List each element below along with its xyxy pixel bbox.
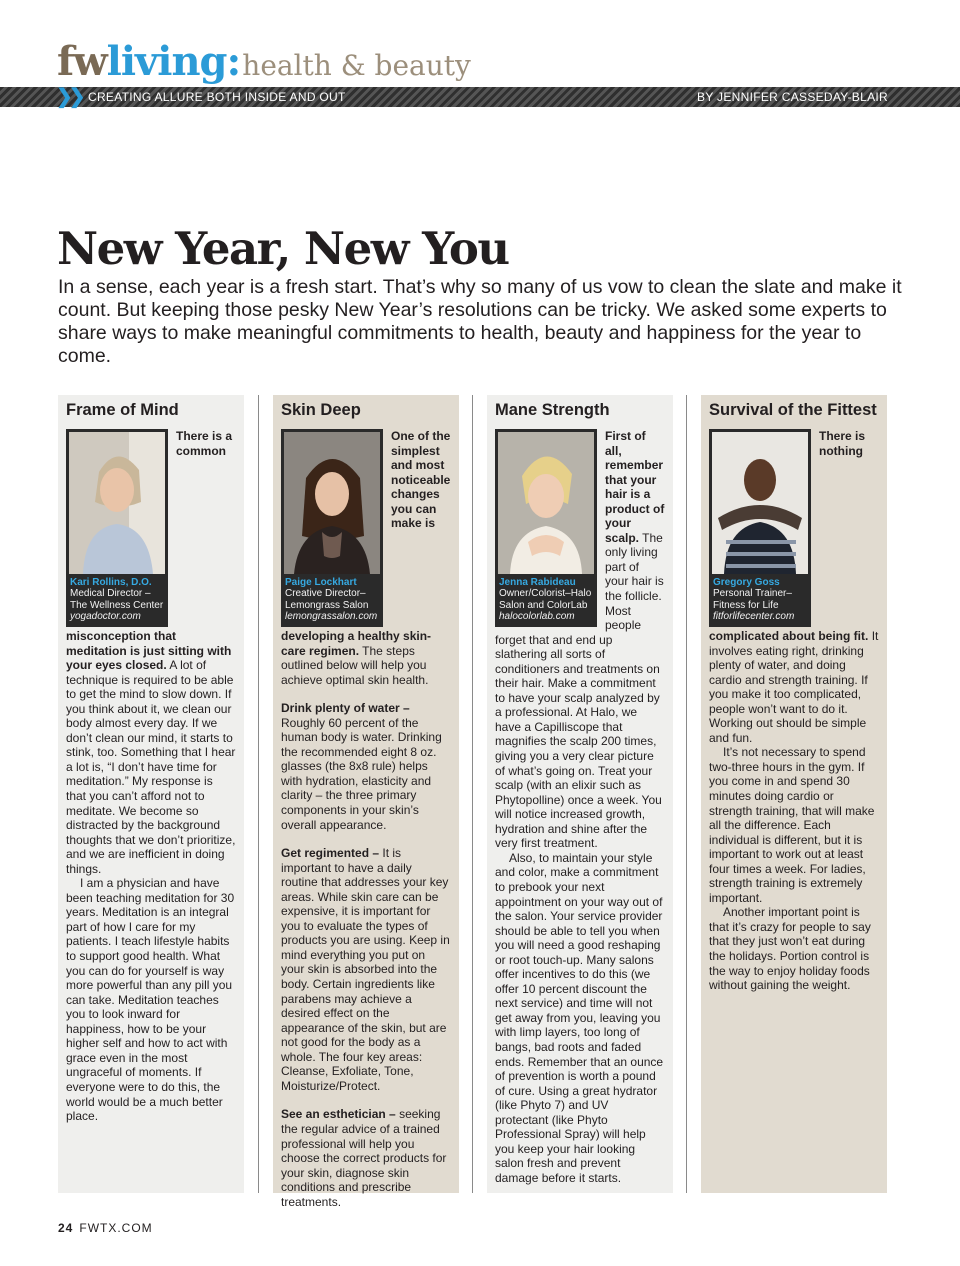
- masthead-fw: fw: [57, 38, 107, 85]
- expert-name: Paige Lockhart: [285, 577, 357, 588]
- expert-photo: [284, 432, 380, 574]
- expert-org: Fitness for Life: [713, 599, 779, 611]
- intro: In a sense, each year is a fresh start. That’s why so many of us vow to clean the slate and make it count. But keeping those pesky New Year’s resolutions can be tricky. We asked some experts to share ways to make meaningful commitments to health, beauty and happiness for the year to come.: [58, 276, 902, 367]
- column-mane-strength: [487, 395, 673, 1193]
- tip-text: It is important to have a daily routine that addresses your key areas. While skin care can be expensive, it is important for you to evaluate the types of products you are using. Keep in mind everything you put on your skin is absorbed into the body. Certain ingredients like parabens may achieve a desired effect on the appearance of the skin, but are not good for the body as a whole. The four key areas: Cleanse, Exfoliate, Tone, Moisturize/Protect.: [281, 846, 450, 1093]
- tip-paragraph: [281, 1107, 451, 1209]
- masthead-section: health & beauty: [242, 49, 471, 82]
- tip-text: Roughly 60 percent of the human body is water. Drinking the recommended eight 8 oz. glasses (the 8x8 rule) helps with hydration, elasticity and clarity – the three primary components in your skin’s overall appearance.: [281, 715, 442, 832]
- expert-website: halocolorlab.com: [499, 611, 575, 623]
- expert-photo: [69, 432, 165, 574]
- tip-paragraph: [281, 846, 451, 1093]
- expert-org: Salon and ColorLab: [499, 599, 588, 611]
- column-skin-deep: [273, 395, 459, 1209]
- expert-photo-card: [709, 429, 811, 627]
- expert-website: yogadoctor.com: [70, 611, 141, 623]
- page-number: 24: [58, 1221, 74, 1235]
- footer-site: FWTX.COM: [79, 1221, 153, 1235]
- tip-label: Get regimented –: [281, 846, 380, 861]
- tip-text: seeking the regular advice of a trained professional will help you choose the correct products for your skin, diagnose skin conditions and prescribe treatments.: [281, 1107, 447, 1209]
- column-survival-of-the-fittest: [701, 395, 887, 1193]
- expert-role: Creative Director–: [285, 588, 366, 600]
- expert-photo: [712, 432, 808, 574]
- column-divider: [686, 395, 687, 1193]
- lead-sentence: There is nothing complicated about being fit.: [709, 429, 869, 643]
- expert-website: lemongrassalon.com: [285, 611, 378, 623]
- column-frame-of-mind: [58, 395, 244, 1193]
- headline: New Year, New You: [57, 222, 509, 275]
- body-paragraph: Another important point is that it’s crazy for people to say that they just won’t eat during the holidays. Portion control is the way to enjoy holiday foods without gaining the weight.: [709, 905, 871, 993]
- column-title: Frame of Mind: [66, 401, 179, 419]
- expert-caption: [70, 577, 166, 623]
- lead-sentence: One of the simplest and most noticeable changes you can make is developing a healthy skin-care regimen.: [281, 429, 451, 658]
- expert-org: The Wellness Center: [70, 599, 164, 611]
- expert-role: Owner/Colorist–Halo: [499, 588, 592, 600]
- expert-name: Jenna Rabideau: [499, 577, 576, 588]
- masthead-living: living:: [106, 38, 241, 85]
- expert-photo-card: [495, 429, 597, 627]
- strip-byline: BY JENNIFER CASSEDAY-BLAIR: [697, 90, 888, 104]
- body-text: The only living part of your hair is the follicle. Most people forget that and end up slathering all sorts of conditioners and treatments on their hair. Make a commitment to have your scalp analyzed by a professional. At Halo, we have a Capilliscope that magnifies the scalp 200 times, giving you a very clear picture of what’s going on. Treat your scalp (with an elixir such as Phytopolline) once a week. You will notice increased growth, hydration and shine after the very first treatment.: [495, 530, 664, 851]
- expert-photo-card: [66, 429, 168, 627]
- expert-website: fitforlifecenter.com: [713, 611, 795, 623]
- section-masthead: [57, 38, 471, 88]
- column-title: Survival of the Fittest: [709, 401, 877, 419]
- page-footer: [58, 1221, 153, 1235]
- body-paragraph: It’s not necessary to spend two-three hours in the gym. If you come in and spend 30 minutes doing cardio or strength training, that will make all the difference. Each individual is different, but it is important to work out at least four times a week. For ladies, strength training is extremely important.: [709, 745, 875, 905]
- expert-caption: [713, 577, 809, 623]
- expert-name: Gregory Goss: [713, 577, 780, 588]
- body-text: A lot of technique is required to be able to get the mind to slow down. If you think about it, we clean our body almost every day. If we don’t clean our mind, it starts to stink, too. Something that I hear a lot is, “I don’t have time for meditation.” My response is that you can’t afford not to meditate. We become so distracted by the background thoughts that we don’t prioritize, and we are inefficient in doing things.: [66, 658, 236, 876]
- strip-tagline: CREATING ALLURE BOTH INSIDE AND OUT: [88, 90, 346, 104]
- expert-photo: [498, 432, 594, 574]
- expert-role: Personal Trainer–: [713, 588, 792, 600]
- expert-org: Lemongrass Salon: [285, 599, 369, 611]
- column-divider: [472, 395, 473, 1193]
- column-title: Mane Strength: [495, 401, 610, 419]
- body-paragraph: Also, to maintain your style and color, make a commitment to prebook your next appointment on your way out of the salon. Your service provider should be able to tell you when you will need a good reshaping or root touch-up. Many salons offer incentives to do this (we offer 10 percent discount the next service) and time will not get away from you, leaving you with limp layers, too long of bangs, bad roots and faded ends. Remember that an ounce of prevention is worth a pound of cure. Using a great hydrator (like Phyto 7) and UV protectant (like Phyto Professional Spray) will help you keep your hair looking salon fresh and prevent damage before it starts.: [495, 850, 664, 1185]
- expert-caption: [499, 577, 595, 623]
- expert-name: Kari Rollins, D.O.: [70, 577, 152, 588]
- expert-role: Medical Director –: [70, 588, 151, 600]
- header-strip: [0, 87, 960, 107]
- expert-caption: [285, 577, 381, 623]
- chevron-right-icon: ❯❯: [56, 86, 82, 108]
- body-text: The steps outlined below will help you achieve optimal skin health.: [281, 643, 429, 687]
- column-divider: [258, 395, 259, 1193]
- tip-paragraph: [281, 701, 451, 832]
- body-text: It involves eating right, drinking plenty of water, and doing cardio and strength training. If you make it too complicated, people won’t want to do it. Working out should be simple and fun.: [709, 629, 879, 745]
- tip-label: See an esthetician –: [281, 1107, 396, 1122]
- lead-sentence: There is a common misconception that meditation is just sitting with your eyes closed.: [66, 429, 233, 673]
- body-paragraph: I am a physician and have been teaching meditation for 30 years. Meditation is an integral part of how I care for my patients. I teach lifestyle habits to support good health. What you can do for yourself is way more powerful than any pill you can take. Meditation teaches you to look inward for happiness, how to be your higher self and how to act with grace even in the most ungraceful of moments. If everyone were to do this, the world would be a much better place.: [66, 876, 235, 1124]
- column-title: Skin Deep: [281, 401, 361, 419]
- expert-photo-card: [281, 429, 383, 627]
- tip-label: Drink plenty of water –: [281, 701, 410, 716]
- lead-sentence: First of all, remember that your hair is a product of your scalp.: [605, 429, 665, 545]
